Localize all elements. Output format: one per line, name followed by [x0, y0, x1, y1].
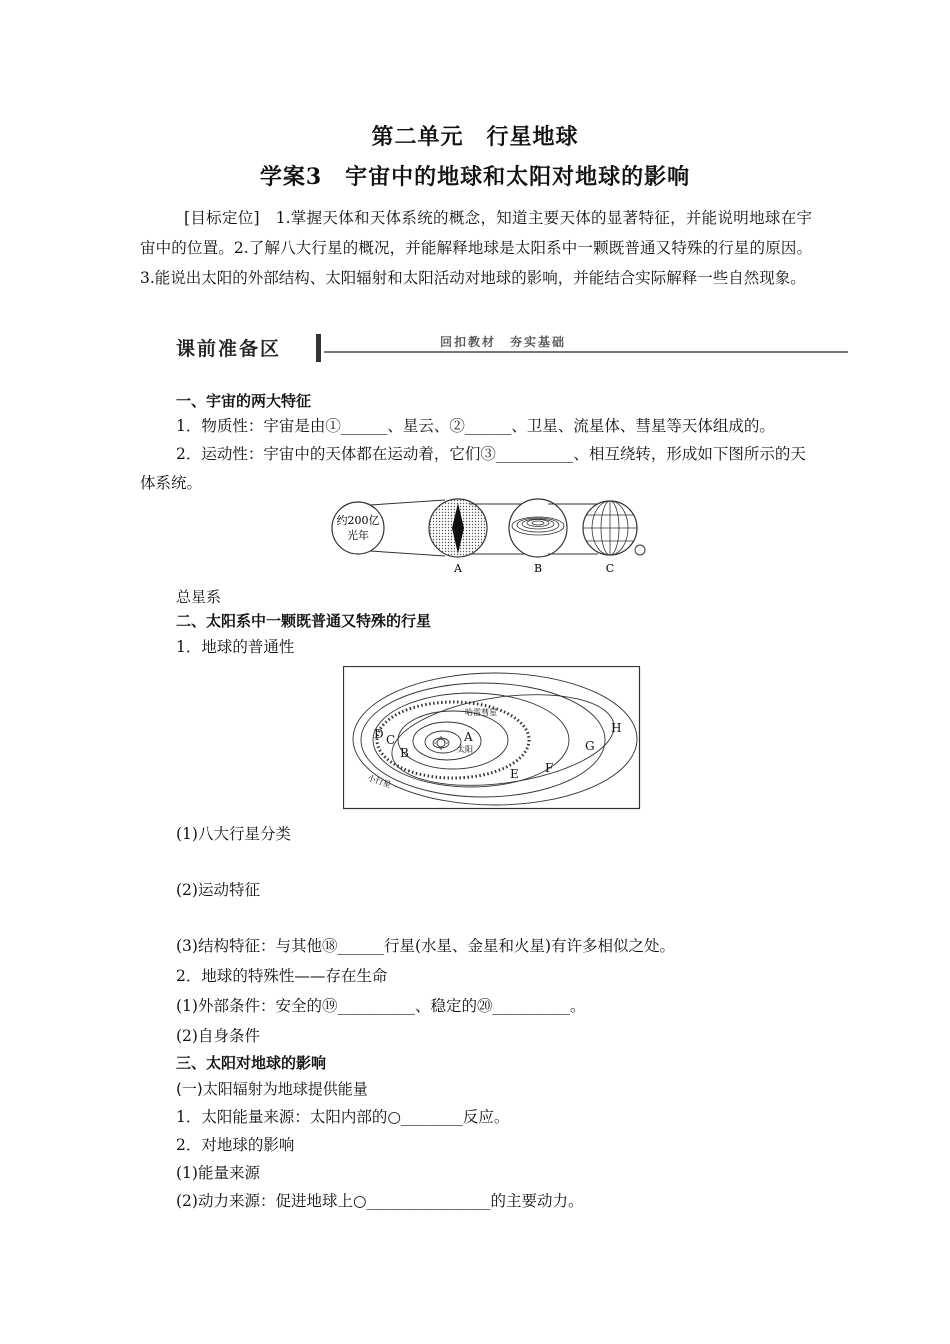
total-galaxy-circle: [332, 502, 384, 554]
total-galaxy-text-1: 约200亿: [336, 514, 380, 527]
sun-label: 太阳: [457, 745, 473, 754]
planet-label-e: E: [510, 767, 519, 781]
part2-sub5: (2)自身条件: [176, 1027, 260, 1045]
planet-label-h: H: [611, 721, 622, 735]
part3-heading: 三、太阳对地球的影响: [176, 1054, 327, 1072]
part3-item1: 1．太阳能量来源：太阳内部的○________反应。: [176, 1108, 510, 1126]
figure1-caption: 总星系: [176, 588, 222, 606]
objectives-paragraph: [目标定位] 1.掌握天体和天体系统的概念，知道主要天体的显著特征，并能说明地球在宇宙中的位置。2.了解八大行星的概况，并能解释地球是太阳系中一颗既普通又特殊的行星的原因。3.能说出太阳的外部结构、太阳辐射和太阳活动对地球的影响，并能结合实际解释一些自然现象。: [140, 209, 812, 287]
planet-label-c: C: [386, 733, 396, 747]
part3-sub2: (2)动力来源：促进地球上○________________的主要动力。: [176, 1192, 584, 1210]
planet-label-g: G: [585, 739, 595, 753]
celestial-systems-figure: [330, 496, 660, 578]
section-banner-divider: [316, 334, 321, 362]
planet-label-a: A: [464, 730, 473, 744]
part1-item1: 1．物质性：宇宙是由①______、星云、②______、卫星、流星体、彗星等天体组成的。: [176, 417, 775, 435]
solar-system-circle-b: [509, 499, 567, 557]
asteroid-label: 小行星: [366, 773, 392, 790]
part2-item1: 1．地球的普通性: [176, 638, 295, 656]
part2-sub4: (1)外部条件：安全的⑲__________、稳定的⑳__________。: [176, 997, 586, 1015]
part1-item2: 2．运动性：宇宙中的天体都在运动着，它们③__________、相互绕转，形成如下图所示的天体系统。: [140, 445, 806, 492]
solar-system-figure: [343, 666, 641, 810]
part2-sub2: (2)运动特征: [176, 881, 260, 899]
planet-label-f: F: [545, 761, 554, 775]
moon-icon: [635, 545, 645, 555]
unit-title: 第二单元 行星地球: [371, 124, 579, 150]
section-banner: [176, 330, 848, 366]
part2-sub1: (1)八大行星分类: [176, 825, 291, 843]
planet-label-d: D: [374, 727, 384, 741]
figure1-label-b: B: [533, 562, 543, 575]
comet-label: 哈雷彗星: [465, 708, 497, 717]
figure1-label-a: A: [454, 562, 462, 575]
figure1-label-c: C: [605, 562, 615, 575]
section-banner-tag: 回扣教材 夯实基础: [434, 333, 572, 350]
part2-heading: 二、太阳系中一颗既普通又特殊的行星: [176, 612, 432, 630]
part2-sub3: (3)结构特征：与其他⑱______行星(水星、金星和火星)有许多相似之处。: [176, 937, 676, 955]
part3-item2: 2．对地球的影响: [176, 1136, 295, 1154]
planet-label-b: B: [400, 746, 409, 760]
part1-heading: 一、宇宙的两大特征: [176, 392, 312, 410]
part3-sub1: (1)能量来源: [176, 1164, 260, 1182]
total-galaxy-text-2: 光年: [347, 529, 369, 542]
section-banner-label: 课前准备区: [176, 338, 282, 360]
part2-item2: 2．地球的特殊性——存在生命: [176, 967, 388, 985]
section-banner-rule: [324, 351, 848, 353]
part3-subheading: (一)太阳辐射为地球提供能量: [176, 1080, 368, 1098]
case-title: 学案3 宇宙中的地球和太阳对地球的影响: [259, 164, 691, 190]
